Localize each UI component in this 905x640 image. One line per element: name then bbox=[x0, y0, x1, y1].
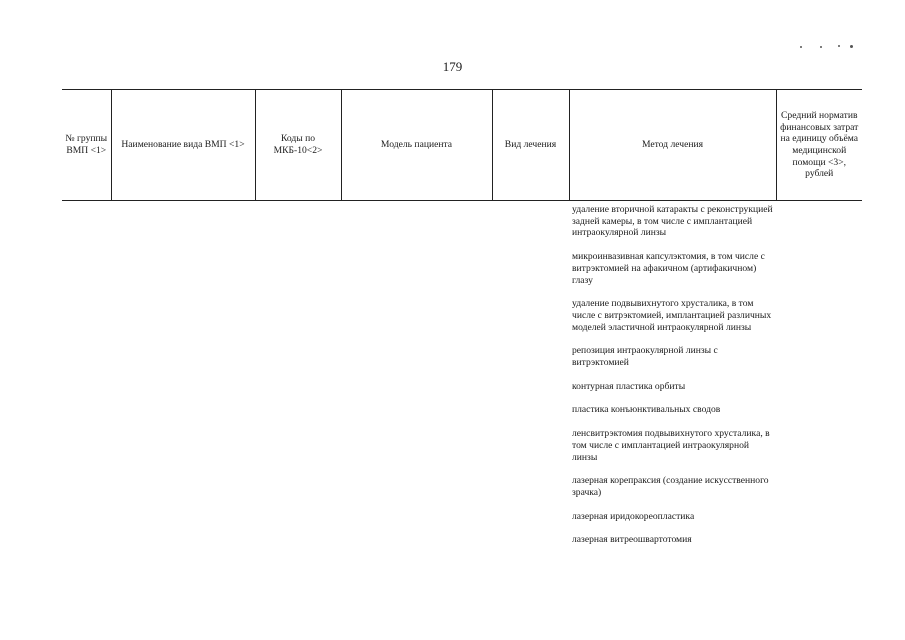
scan-artifact bbox=[820, 46, 822, 48]
vmp-table bbox=[62, 89, 862, 558]
col-header-avg-cost: Средний норматив финансовых затрат на единицу объёма медицинской помощи <3>, рублей bbox=[776, 90, 862, 201]
cell-vmp-type bbox=[111, 201, 255, 559]
cell-icd-codes bbox=[255, 201, 341, 559]
treatment-method-item: лазерная корепраксия (создание искусственного зрачка) bbox=[572, 475, 769, 498]
cell-patient-model bbox=[341, 201, 492, 559]
page-number: 179 bbox=[442, 59, 463, 74]
treatment-method-item: лазерная иридокореопластика bbox=[572, 510, 695, 522]
col-header-treatment-type: Вид лечения bbox=[492, 90, 569, 201]
col-header-group-no: № группы ВМП <1> bbox=[62, 90, 111, 201]
scan-artifact bbox=[800, 46, 802, 48]
treatment-method-item: удаление подвывихнутого хрусталика, в том числе с витрэктомией, имплантацией различных моделей эластичной интраокулярной линзы bbox=[572, 298, 772, 333]
cell-treatment-method bbox=[569, 201, 776, 559]
table-header-row bbox=[62, 90, 862, 201]
scan-artifact bbox=[838, 45, 840, 47]
cell-group-no bbox=[62, 201, 111, 559]
cell-avg-cost bbox=[776, 201, 862, 559]
treatment-method-item: репозиция интраокулярной линзы с витрэктомией bbox=[572, 345, 718, 369]
treatment-method-item: удаление вторичной катаракты с реконструкцией задней камеры, в том числе с имплантацией интраокулярной линзы bbox=[572, 204, 773, 239]
treatment-method-item: микроинвазивная капсулэктомия, в том числе с витрэктомией на афакичном (артифакичном) глазу bbox=[572, 251, 765, 286]
col-header-patient-model: Модель пациента bbox=[341, 90, 492, 201]
col-header-icd-codes: Коды по МКБ-10<2> bbox=[255, 90, 341, 201]
col-header-vmp-type: Наименование вида ВМП <1> bbox=[111, 90, 255, 201]
treatment-method-item: лазерная витреошвартотомия bbox=[572, 534, 692, 546]
treatment-method-item: контурная пластика орбиты bbox=[572, 380, 686, 392]
scan-artifact bbox=[850, 45, 853, 48]
treatment-method-item: ленсвитрэктомия подвывихнутого хрусталика, в том числе с имплантацией интраокулярной линзы bbox=[572, 428, 770, 463]
treatment-method-item: пластика конъюнктивальных сводов bbox=[572, 404, 721, 416]
cell-treatment-type bbox=[492, 201, 569, 559]
table-row bbox=[62, 201, 862, 559]
col-header-treatment-method: Метод лечения bbox=[569, 90, 776, 201]
